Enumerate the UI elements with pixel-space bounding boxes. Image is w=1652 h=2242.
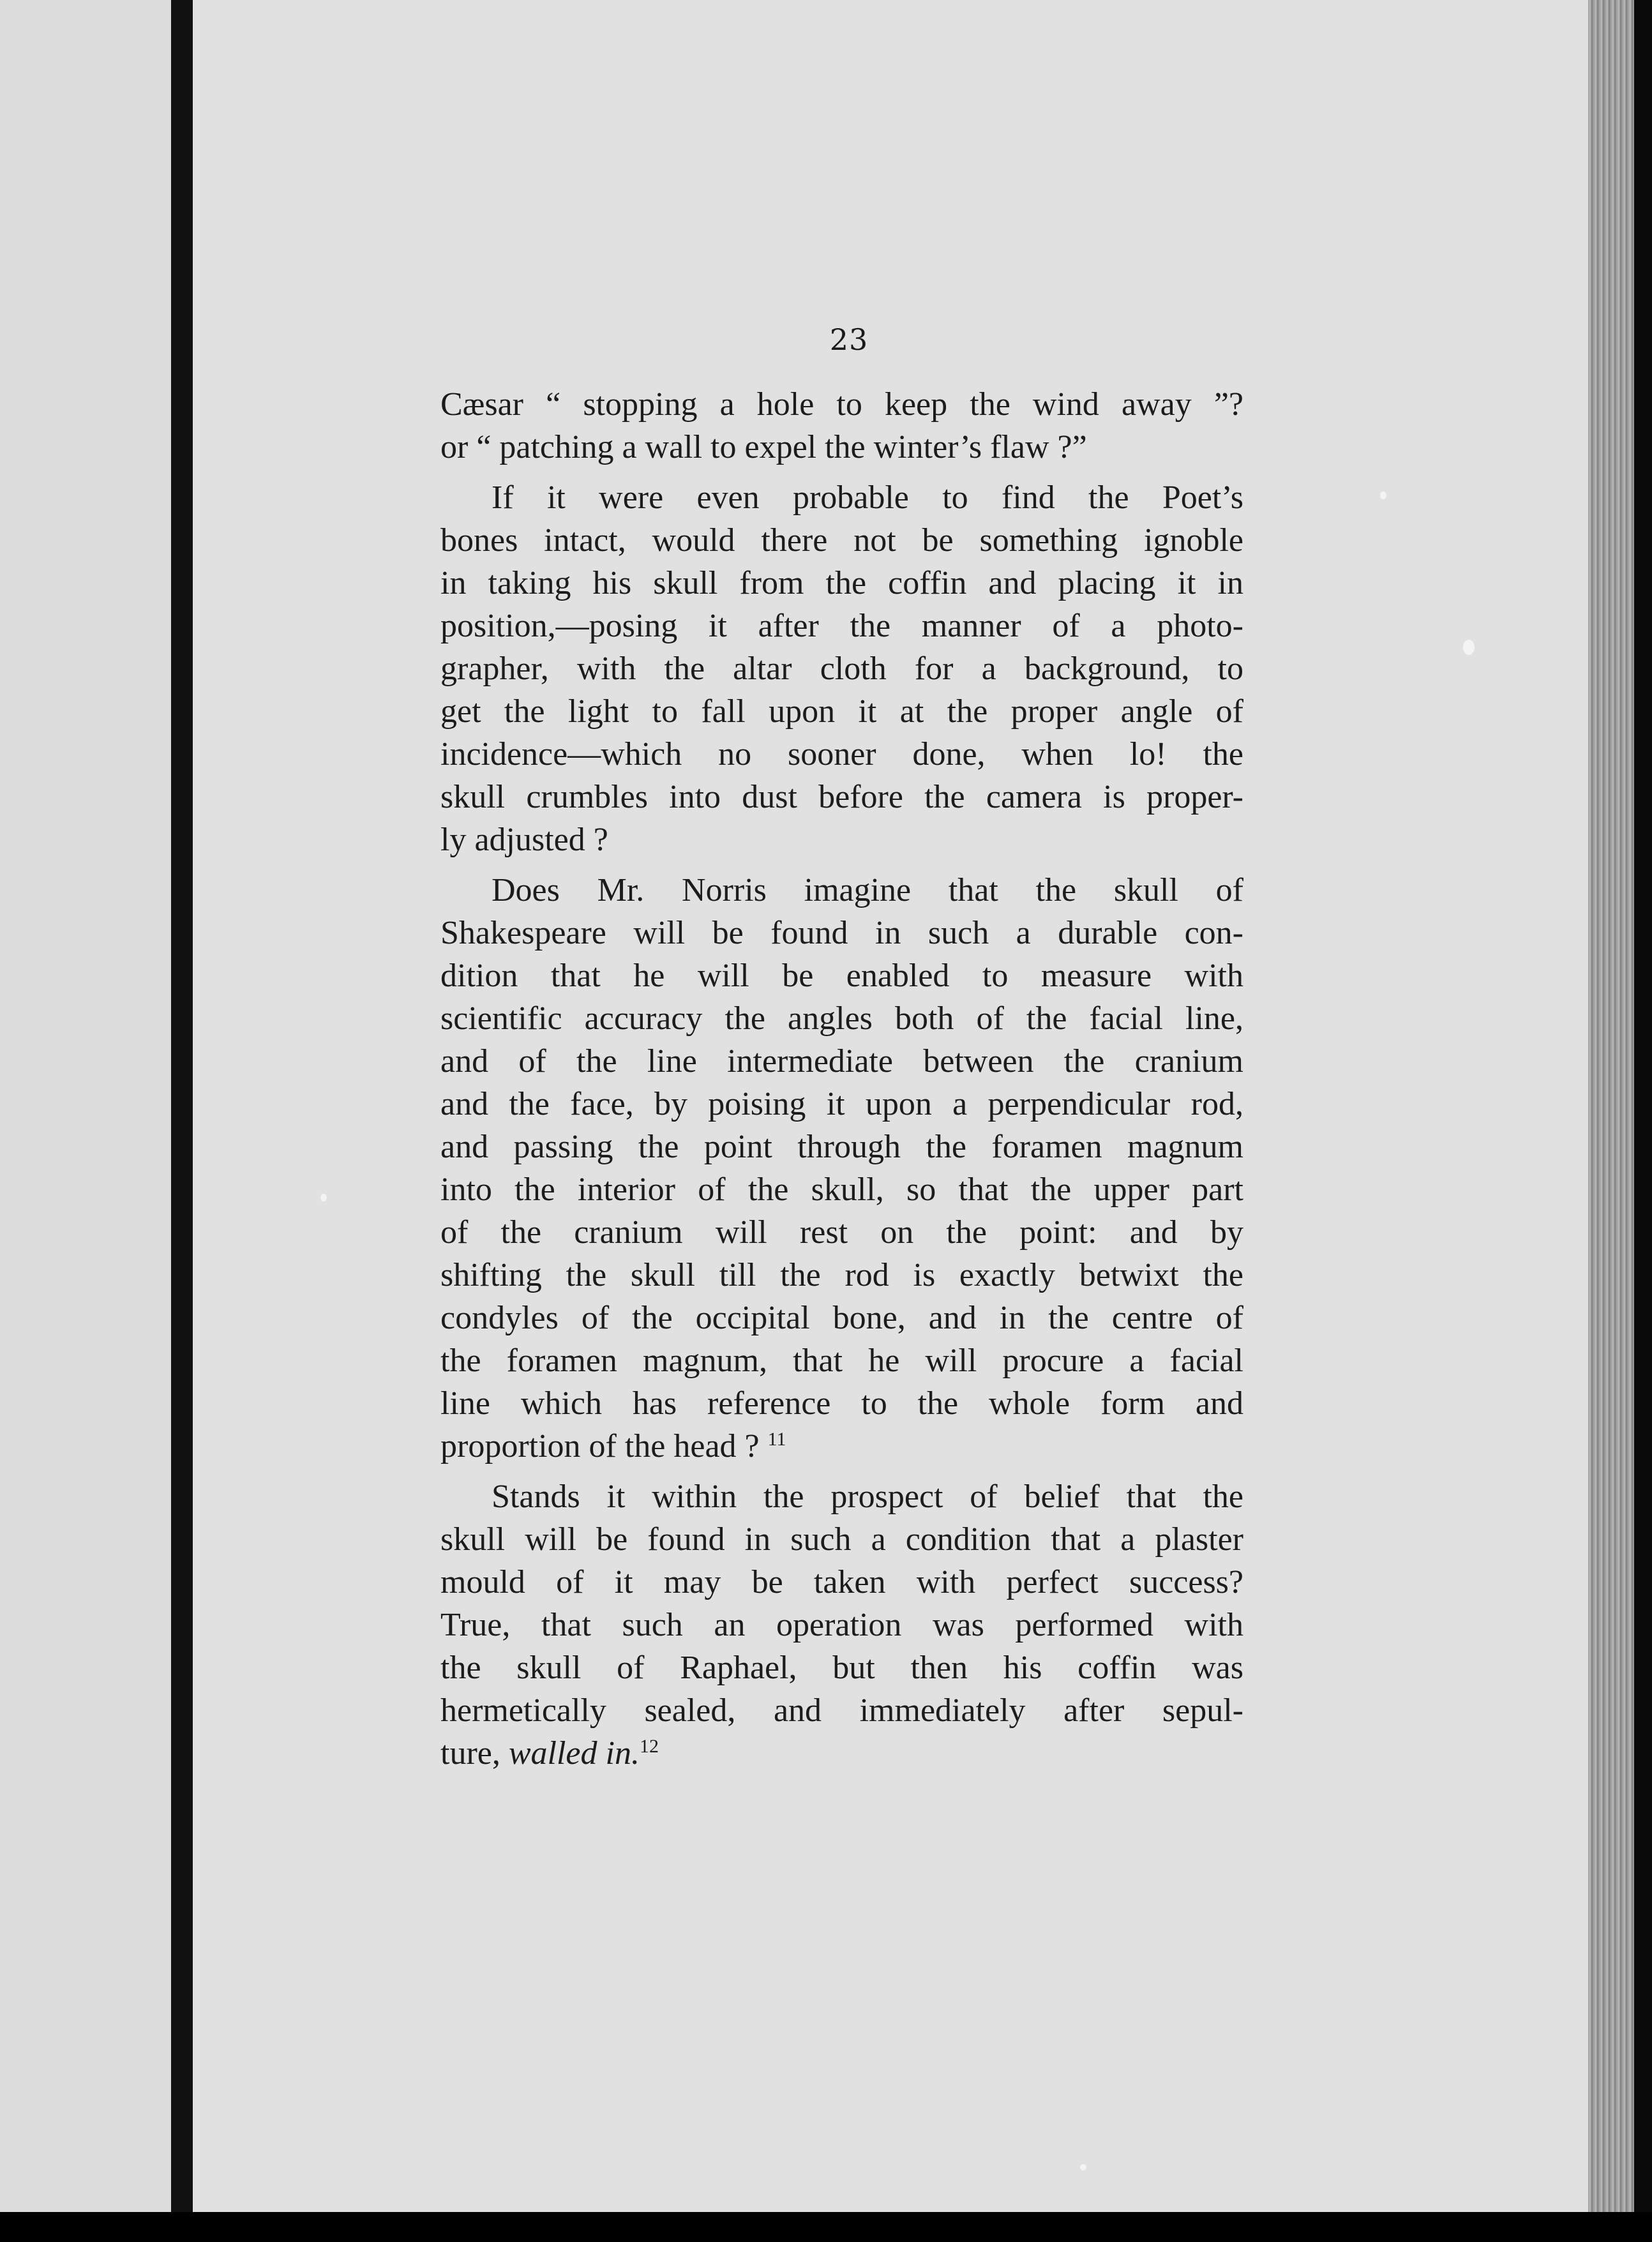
text-line: the foramen magnum, that he will procure a facial — [440, 1343, 1243, 1379]
footnote-marker: 11 — [767, 1429, 786, 1450]
text-line: the skull of Raphael, but then his coffin was — [440, 1650, 1243, 1686]
paper-speck — [1380, 492, 1386, 499]
text-line: line which has reference to the whole form and — [440, 1385, 1243, 1422]
text-line: and the face, by poising it upon a perpendicular rod, — [440, 1086, 1243, 1122]
text-line: hermetically sealed, and immediately after sepul- — [440, 1692, 1243, 1729]
text-line: Stands it within the prospect of belief that the — [492, 1478, 1243, 1515]
paragraph — [440, 869, 1243, 1468]
text-line: grapher, with the altar cloth for a background, to — [440, 651, 1243, 687]
text-fragment: proportion of the head ? — [440, 1428, 760, 1464]
text-line: shifting the skull till the rod is exactly betwixt the — [440, 1257, 1243, 1293]
text-line: bones intact, would there not be something ignoble — [440, 522, 1243, 559]
text-line: mould of it may be taken with perfect success? — [440, 1564, 1243, 1600]
text-line: skull crumbles into dust before the camera is proper- — [440, 779, 1243, 815]
text-line: in taking his skull from the coffin and placing it in — [440, 565, 1243, 601]
page-number: 23 — [829, 322, 869, 357]
paragraph — [440, 383, 1243, 469]
paper-speck — [1080, 2164, 1086, 2171]
paragraph — [440, 476, 1243, 861]
bottom-border — [0, 2212, 1652, 2242]
footnote-marker: 12 — [639, 1736, 659, 1757]
text-fragment: ture, — [440, 1735, 500, 1772]
text-line: Cæsar “ stopping a hole to keep the wind away ”? — [440, 386, 1243, 423]
text-line: ly adjusted ? — [440, 822, 608, 858]
text-line: and passing the point through the foramen magnum — [440, 1129, 1243, 1165]
paragraph — [440, 1475, 1243, 1775]
text-line: of the cranium will rest on the point: and by — [440, 1214, 1243, 1251]
text-line: into the interior of the skull, so that the upper part — [440, 1171, 1243, 1208]
text-line: condyles of the occipital bone, and in the centre of — [440, 1300, 1243, 1336]
text-line — [440, 1425, 1243, 1468]
text-line: Does Mr. Norris imagine that the skull of — [492, 872, 1243, 908]
text-line: True, that such an operation was performed with — [440, 1607, 1243, 1643]
text-line: Shakespeare will be found in such a durable con- — [440, 915, 1243, 951]
text-line: position,—posing it after the manner of a photo- — [440, 608, 1243, 644]
text-line: get the light to fall upon it at the proper angle of — [440, 693, 1243, 730]
text-line: scientific accuracy the angles both of the facial line, — [440, 1000, 1243, 1037]
italic-text: walled in. — [508, 1735, 640, 1772]
text-line: and of the line intermediate between the cranium — [440, 1043, 1243, 1080]
text-line: incidence—which no sooner done, when lo! the — [440, 736, 1243, 772]
paper-speck — [320, 1194, 327, 1201]
text-line: skull will be found in such a condition that a plaster — [440, 1521, 1243, 1558]
text-line — [440, 1732, 1243, 1775]
text-line: If it were even probable to find the Poet’s — [492, 479, 1243, 516]
body-text — [440, 383, 1243, 1775]
text-line: dition that he will be enabled to measure with — [440, 958, 1243, 994]
paper-speck — [1463, 640, 1475, 655]
text-line: or “ patching a wall to expel the winter’s flaw ?” — [440, 429, 1087, 465]
